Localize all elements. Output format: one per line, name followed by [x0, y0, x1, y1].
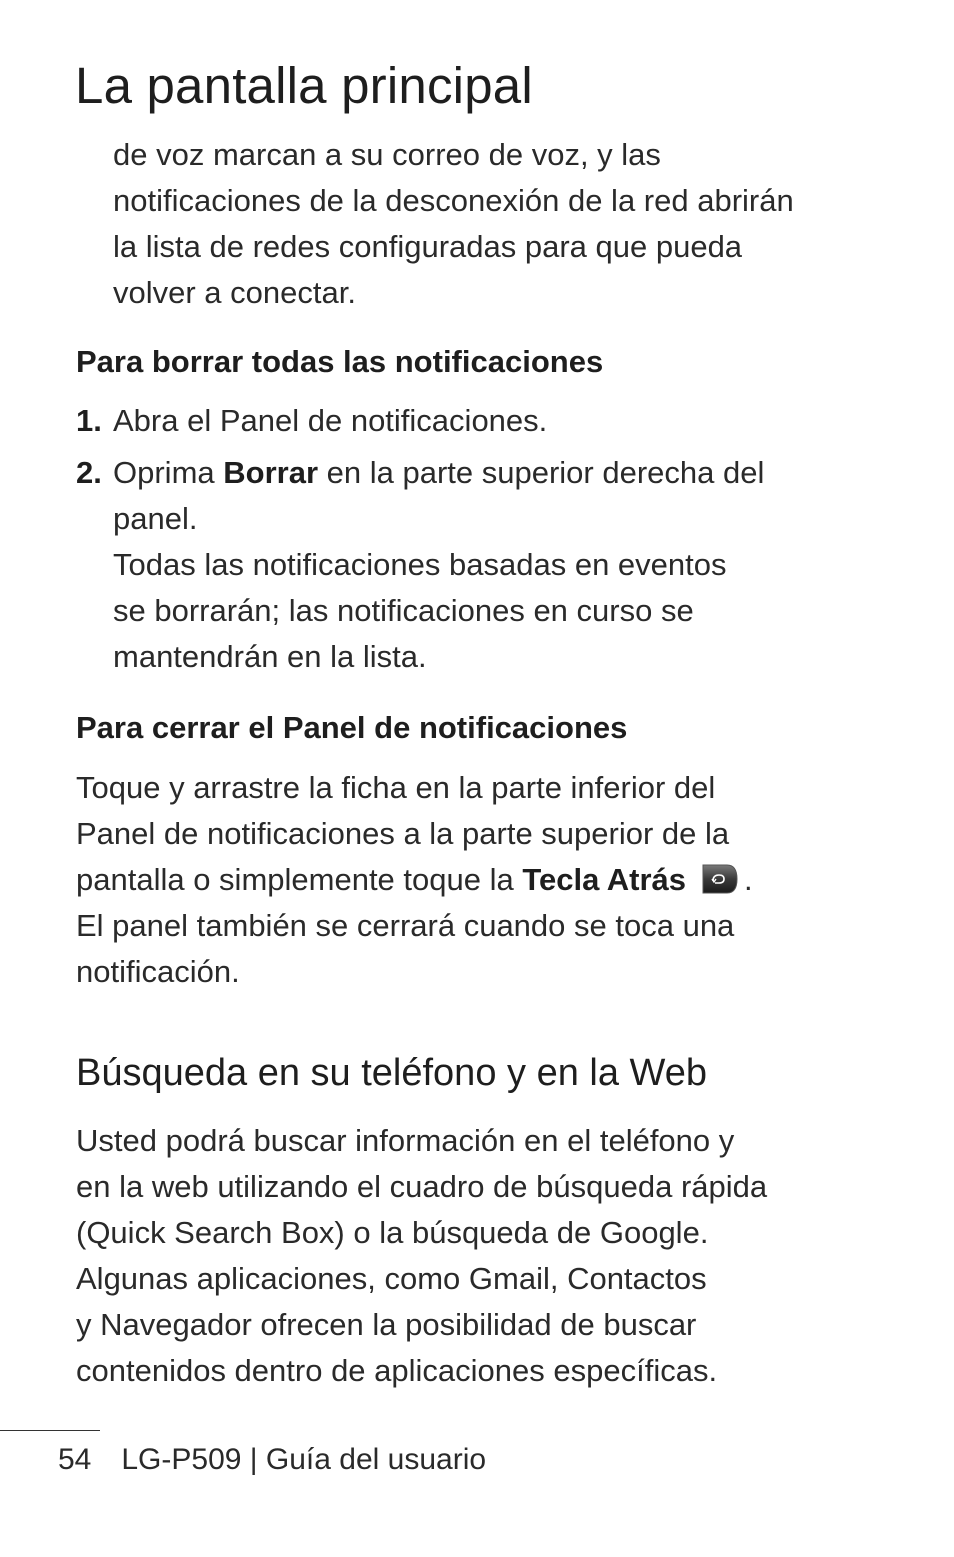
borrar-label: Borrar: [223, 455, 319, 490]
intro-line: de voz marcan a su correo de voz, y las: [113, 137, 661, 172]
page-number: 54: [58, 1443, 92, 1476]
paragraph-line: pantalla o simplemente toque la: [76, 862, 523, 897]
intro-line: notificaciones de la desconexión de la red abrirán: [113, 183, 794, 218]
back-arrow-icon: [700, 862, 738, 896]
clear-notifications-heading: Para borrar todas las notificaciones: [76, 344, 604, 379]
step-note: Todas las notificaciones basadas en eventos: [113, 547, 727, 582]
paragraph-line: notificación.: [76, 954, 240, 989]
list-item: [76, 398, 876, 444]
paragraph-line: Algunas aplicaciones, como Gmail, Contactos: [76, 1261, 707, 1296]
paragraph-line: (Quick Search Box) o la búsqueda de Google.: [76, 1215, 709, 1250]
paragraph-line: en la web utilizando el cuadro de búsqueda rápida: [76, 1169, 768, 1204]
step-text: Oprima: [113, 455, 224, 490]
step-number: 1.: [76, 403, 102, 438]
paragraph-line: .: [744, 862, 753, 897]
search-paragraph: [76, 1118, 866, 1394]
step-text: Abra el Panel de notificaciones.: [113, 403, 548, 438]
paragraph-line: Usted podrá buscar información en el teléfono y: [76, 1123, 735, 1158]
paragraph-line: y Navegador ofrecen la posibilidad de buscar: [76, 1307, 697, 1342]
page-title: La pantalla principal: [75, 57, 533, 114]
paragraph-line: Toque y arrastre la ficha en la parte inferior del: [76, 770, 716, 805]
close-panel-paragraph: [76, 765, 866, 995]
paragraph-line: contenidos dentro de aplicaciones específicas.: [76, 1353, 718, 1388]
step-text: en la parte superior derecha del: [318, 455, 765, 490]
step-note: mantendrán en la lista.: [113, 639, 427, 674]
close-panel-heading: Para cerrar el Panel de notificaciones: [76, 710, 628, 745]
paragraph-line: El panel también se cerrará cuando se toca una: [76, 908, 735, 943]
intro-line: la lista de redes configuradas para que pueda: [113, 229, 743, 264]
page-footer: [58, 1443, 486, 1477]
search-heading: Búsqueda en su teléfono y en la Web: [76, 1052, 707, 1094]
clear-steps-list: [76, 398, 876, 686]
footer-divider: [0, 1430, 100, 1431]
intro-paragraph: [113, 132, 873, 316]
step-number: 2.: [76, 455, 102, 490]
intro-line: volver a conectar.: [113, 275, 356, 310]
list-item: [76, 450, 876, 680]
guide-label: LG-P509 | Guía del usuario: [121, 1443, 487, 1476]
paragraph-line: Panel de notificaciones a la parte superior de la: [76, 816, 730, 851]
back-key-label: Tecla Atrás: [522, 862, 687, 897]
step-note: se borrarán; las notificaciones en curso se: [113, 593, 694, 628]
step-text: panel.: [113, 501, 198, 536]
